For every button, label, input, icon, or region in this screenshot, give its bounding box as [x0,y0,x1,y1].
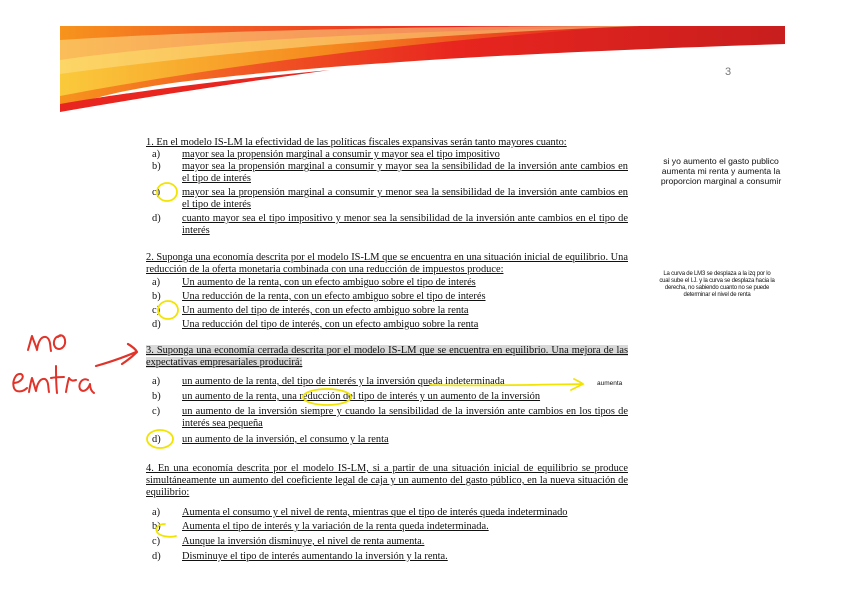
side-note-question-1: si yo aumento el gasto publico aumenta mi renta y aumenta la proporcion marginal a consumir [660,156,782,186]
option-text: un aumento de la renta, del tipo de interés y la inversión queda indeterminada [182,376,505,387]
option-text: Una reducción del tipo de interés, con un efecto ambiguo sobre la renta [182,319,479,330]
option-letter: d) [152,551,161,562]
question-1-option-d [152,213,628,237]
option-letter: b) [152,391,161,402]
option-text: un aumento de la renta, una reducción del tipo de interés y un aumento de la inversión [182,391,541,402]
red-arrow-to-question-3 [96,344,137,366]
option-letter: c) [152,406,161,417]
option-letter: d) [152,213,161,224]
question-1-option-a [152,149,628,161]
question-3-stem-text: 3. Suponga una economía cerrada descrita por el modelo IS-LM que se encuentra en equilibrio. Una mejora de las expectativas empresariales producirá: [146,345,628,368]
option-text: Un aumento de la renta, con un efecto ambiguo sobre el tipo de interés [182,277,476,288]
option-letter: a) [152,376,161,387]
side-note-aumenta: aumenta [597,380,623,387]
question-2-option-d [152,319,628,331]
option-text: Aunque la inversión disminuye, el nivel de renta aumenta. [182,536,425,547]
question-2-option-b [152,291,628,303]
slide-page-number: 3 [724,66,732,78]
option-letter: a) [152,507,161,518]
option-text: Una reducción de la renta, con un efecto ambiguo sobre el tipo de interés [182,291,486,302]
question-4-option-a [152,507,628,519]
question-4-option-c [152,536,628,548]
question-2-option-c [152,305,628,317]
question-1-option-b [152,161,628,185]
handwritten-entra [13,366,94,393]
question-3-stem [146,345,628,369]
option-letter: d) [152,319,161,330]
side-note-question-2: La curva de LM3 se desplaza a la izq por lo cual sube el I.J. y la curva se desplaza hacia la derecha, no sabiendo cuanto no se puede determinar el nivel de renta [659,271,775,298]
header-swoosh-banner [0,0,848,115]
option-text: Aumenta el consumo y el nivel de renta, mientras que el tipo de interés queda indeterminado [182,507,568,518]
option-letter: b) [152,291,161,302]
option-text: Aumenta el tipo de interés y la variación de la renta queda indeterminada. [182,521,489,532]
question-2-stem: 2. Suponga una economía descrita por el modelo IS-LM que se encuentra en una situación inicial de equilibrio. Una reducción de la oferta monetaria combinada con una reducción de impuestos produce: [146,252,628,275]
option-text: mayor sea la propensión marginal a consumir y menor sea la sensibilidad de la inversión ante cambios en el tipo de interés [182,187,628,210]
option-letter: c) [152,305,161,316]
option-text: un aumento de la inversión siempre y cuando la sensibilidad de la inversión ante cambios en los tipos de interés sea pequeña [182,406,628,429]
question-1-stem: 1. En el modelo IS-LM la efectividad de las políticas fiscales expansivas serán tanto mayores cuanto: [146,137,567,148]
option-letter: c) [152,536,161,547]
option-text: Disminuye el tipo de interés aumentando la inversión y la renta. [182,551,448,562]
option-text: Un aumento del tipo de interés, con un efecto ambiguo sobre la renta [182,305,469,316]
question-3-option-d [152,434,628,446]
question-1-option-c [152,187,628,211]
handwritten-no [28,335,65,351]
question-4-stem: 4. En una economía descrita por el modelo IS-LM, si a partir de una situación inicial de equilibrio se produce simultáneamente un aumento del coeficiente legal de caja y un aumento del gasto público, en la nueva situación de equilibrio: [146,463,628,498]
question-2-option-a [152,277,628,289]
option-letter: a) [152,149,161,160]
question-3-option-b [152,391,628,403]
option-text: mayor sea la propensión marginal a consumir y mayor sea la sensibilidad de la inversión ante cambios en el tipo de interés [182,161,628,184]
option-text: mayor sea la propensión marginal a consumir y mayor sea el tipo impositivo [182,149,500,160]
question-4-option-d [152,551,628,563]
option-text: cuanto mayor sea el tipo impositivo y menor sea la sensibilidad de la inversión ante cambios en el tipo de interés [182,213,628,236]
option-text: un aumento de la inversión, el consumo y la renta [182,434,389,445]
question-3-option-a [152,376,628,388]
question-3-option-c [152,406,628,430]
option-letter: c) [152,187,161,198]
option-letter: b) [152,161,161,172]
option-letter: a) [152,277,161,288]
question-4-option-b [152,521,628,533]
option-letter: d) [152,434,161,445]
option-letter: b) [152,521,161,532]
